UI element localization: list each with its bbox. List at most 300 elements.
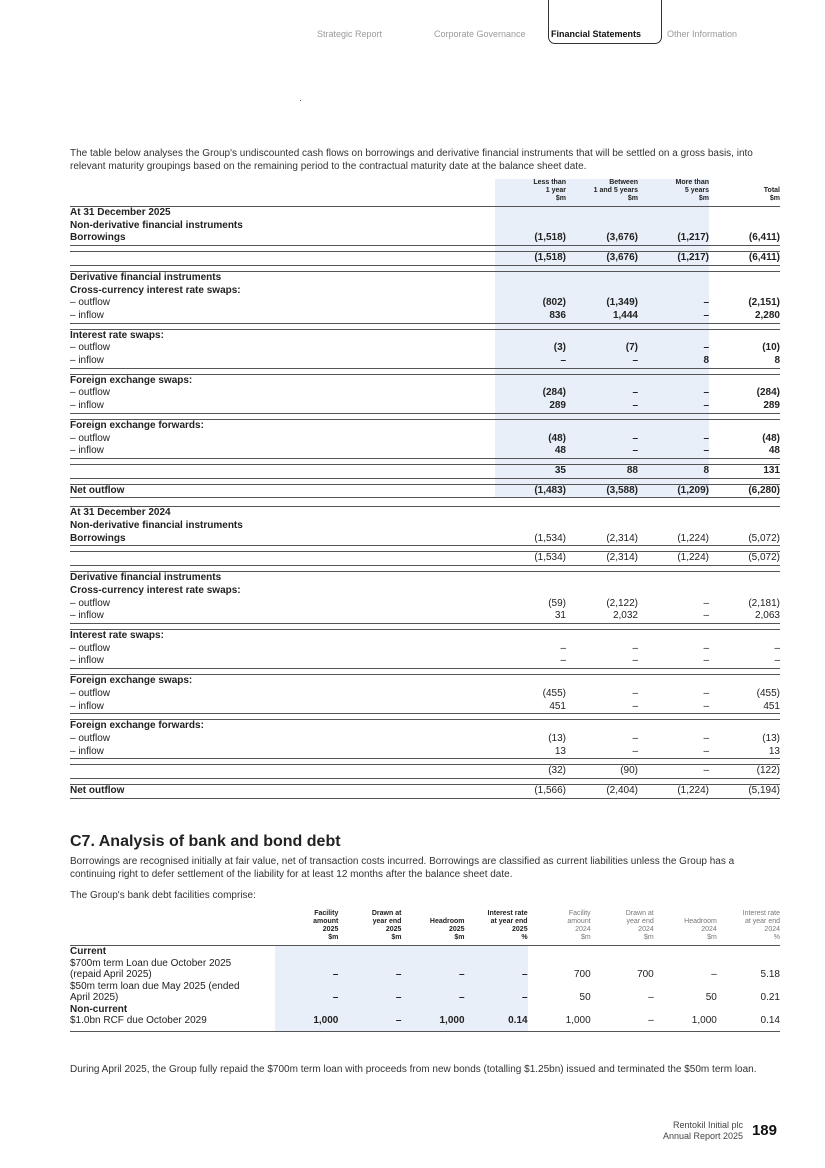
table-row (70, 329, 780, 342)
row-value: – (566, 387, 638, 400)
facility-value (465, 1004, 528, 1016)
facility-value (401, 1004, 464, 1016)
facility-value (654, 958, 717, 970)
row-value (495, 220, 566, 233)
facility-value (465, 981, 528, 993)
row-value (495, 329, 566, 342)
row-value: – (566, 355, 638, 368)
row-label: – outflow (70, 432, 111, 444)
row-value: (48) (495, 433, 566, 446)
facilities-header-cell: Interest rate at year end 2024 % (742, 910, 780, 941)
facility-value (338, 946, 401, 958)
facility-value: – (338, 969, 401, 981)
row-value: (1,209) (638, 484, 709, 498)
row-value (638, 207, 709, 220)
table-row (70, 387, 780, 400)
facility-value: 1,000 (275, 1015, 338, 1031)
row-value: – (709, 655, 780, 668)
row-value (566, 374, 638, 387)
row-value: (3) (495, 342, 566, 355)
table-row (70, 720, 780, 733)
row-value (495, 374, 566, 387)
facility-value: 0.14 (717, 1015, 780, 1031)
row-value (638, 720, 709, 733)
row-value: 451 (709, 701, 780, 714)
maturity-table (70, 179, 780, 799)
row-value: 1,444 (566, 310, 638, 323)
row-value: (5,072) (709, 533, 780, 546)
row-value (495, 207, 566, 220)
table-row (70, 746, 780, 759)
row-value: – (566, 701, 638, 714)
row-value: – (638, 655, 709, 668)
row-value: (2,314) (566, 552, 638, 566)
row-value: – (774, 642, 780, 654)
table-row (70, 585, 780, 598)
row-value: (455) (542, 687, 566, 699)
row-label: – outflow (70, 642, 111, 654)
row-value: 35 (495, 464, 566, 478)
row-label: Cross-currency interest rate swaps: (70, 284, 241, 296)
facility-value (717, 981, 780, 993)
row-value (638, 419, 709, 432)
table-row (70, 271, 780, 284)
row-label: Cross-currency interest rate swaps: (70, 584, 241, 596)
row-value (495, 419, 566, 432)
row-value: – (632, 642, 638, 654)
row-label: Borrowings (70, 533, 495, 546)
table-row (70, 688, 780, 701)
row-value (495, 572, 566, 585)
facility-value (591, 981, 654, 993)
row-value (709, 419, 780, 432)
row-value: 8 (638, 355, 709, 368)
header-between-1-and-5-years: Between 1 and 5 years $m (566, 179, 638, 207)
row-value: – (566, 433, 638, 446)
row-value: (1,518) (495, 252, 566, 266)
row-value: (1,534) (495, 533, 566, 546)
row-value (495, 271, 566, 284)
row-value (709, 675, 780, 688)
section-heading-c7: C7. Analysis of bank and bond debt (70, 833, 341, 850)
row-value: (1,483) (495, 484, 566, 498)
row-value: – (638, 610, 709, 623)
facility-value: – (401, 969, 464, 981)
row-value (495, 285, 566, 298)
row-value (638, 374, 709, 387)
facility-value (401, 946, 464, 958)
facility-label: (repaid April 2025) (70, 969, 152, 980)
footer-report: Annual Report 2025 (662, 1131, 743, 1141)
row-label: – outflow (70, 387, 111, 399)
repayment-paragraph: During April 2025, the Group fully repaid the $700m term loan with proceeds from new bonds (totalling $1.25bn) issued and terminated the $50m term loan. (70, 1064, 757, 1075)
facility-value (338, 981, 401, 993)
row-value: 2,280 (709, 310, 780, 323)
row-label: Foreign exchange swaps: (70, 374, 495, 387)
facility-value: 700 (573, 969, 591, 980)
facility-value: 1,000 (528, 1015, 591, 1031)
facility-label: April 2025) (70, 992, 119, 1003)
row-value (566, 629, 638, 642)
table-row (70, 433, 780, 446)
row-label: At 31 December 2024 (70, 507, 495, 520)
row-value: (2,314) (566, 533, 638, 546)
row-value (638, 271, 709, 284)
row-value: (3,588) (566, 484, 638, 498)
row-label (70, 552, 495, 566)
row-value: (1,349) (566, 297, 638, 310)
facility-row (70, 1015, 780, 1031)
row-value (638, 585, 709, 598)
row-label: – outflow (70, 687, 111, 699)
header-total: Total $m (763, 187, 780, 202)
row-label: – inflow (70, 400, 495, 413)
table-row (70, 419, 780, 432)
row-value: (59) (548, 597, 566, 609)
row-value (566, 572, 638, 585)
row-value: (122) (709, 765, 780, 779)
row-value (495, 720, 566, 733)
nav-other-information[interactable]: Other Information (667, 29, 738, 39)
facility-value (591, 946, 654, 958)
row-value (566, 507, 638, 520)
row-label: – outflow (70, 732, 111, 744)
row-value: – (566, 655, 638, 668)
table-row (70, 252, 780, 266)
intro-paragraph: The table below analyses the Group's undiscounted cash flows on borrowings and derivative financial instruments that will be settled on a gross basis, into relevant maturity groupings based on the remaining period to the contractual maturity date at the balance sheet date. (70, 148, 753, 172)
row-value (638, 520, 709, 533)
row-value: (48) (762, 432, 780, 444)
stray-dot (300, 100, 301, 101)
facility-value (654, 1004, 717, 1016)
row-value (566, 271, 638, 284)
row-label: – inflow (70, 610, 495, 623)
row-label: Foreign exchange swaps: (70, 675, 495, 688)
row-value: (1,566) (495, 785, 566, 799)
row-label: Non-derivative financial instruments (70, 219, 243, 231)
facility-value (591, 958, 654, 970)
row-value (638, 285, 709, 298)
row-value: 451 (495, 701, 566, 714)
row-value (709, 585, 780, 598)
facility-value (591, 1004, 654, 1016)
table-row (70, 355, 780, 368)
row-value (638, 507, 709, 520)
row-value: 88 (566, 464, 638, 478)
row-value: (13) (762, 732, 780, 744)
header-more-than-5-years: More than 5 years $m (638, 179, 709, 207)
table-row (70, 520, 780, 533)
facility-value (401, 958, 464, 970)
row-value: (1,224) (638, 552, 709, 566)
section-spacer (70, 498, 780, 507)
table-row (70, 342, 780, 355)
row-label: – outflow (70, 597, 111, 609)
row-label: Interest rate swaps: (70, 629, 495, 642)
facility-value (275, 981, 338, 993)
facility-value (654, 946, 717, 958)
row-value (566, 329, 638, 342)
row-value: (2,151) (748, 297, 780, 309)
row-value: – (638, 765, 709, 779)
row-value: – (703, 597, 709, 609)
facility-value: 1,000 (654, 1015, 717, 1031)
table-row (70, 507, 780, 520)
table-row (70, 285, 780, 298)
facility-value (338, 958, 401, 970)
row-value (638, 572, 709, 585)
row-value: (455) (756, 687, 780, 699)
facility-value (275, 946, 338, 958)
row-value (566, 585, 638, 598)
row-value: 31 (495, 610, 566, 623)
row-label: – inflow (70, 310, 495, 323)
facility-value: – (338, 1015, 401, 1031)
row-label: – inflow (70, 701, 495, 714)
row-value (495, 629, 566, 642)
row-value: – (638, 433, 709, 446)
facilities-table-body (70, 946, 780, 1032)
facility-label: $1.0bn RCF due October 2029 (70, 1015, 275, 1031)
row-value (709, 329, 780, 342)
facility-value: 1,000 (401, 1015, 464, 1031)
facility-value: 700 (637, 969, 654, 980)
row-value: – (703, 687, 709, 699)
row-value: – (632, 687, 638, 699)
row-value (638, 329, 709, 342)
row-value: – (638, 701, 709, 714)
facility-row (70, 992, 780, 1004)
table-row (70, 610, 780, 623)
row-value: (1,224) (638, 785, 709, 799)
row-value: (5,194) (709, 785, 780, 799)
table-row (70, 572, 780, 585)
row-value: 48 (709, 445, 780, 458)
facility-value: 50 (579, 992, 591, 1003)
facility-value: – (465, 969, 528, 981)
facilities-header-cell: Interest rate at year end 2025 % (487, 910, 528, 941)
table-row (70, 785, 780, 799)
row-label: – outflow (70, 342, 111, 354)
row-value: (1,217) (638, 252, 709, 266)
facility-value (717, 958, 780, 970)
row-label: Foreign exchange forwards: (70, 720, 495, 733)
row-value (566, 220, 638, 233)
row-value: (13) (548, 732, 566, 744)
row-value: (2,181) (748, 597, 780, 609)
facilities-table (70, 910, 780, 1032)
row-value: (7) (566, 342, 638, 355)
row-value (709, 220, 780, 233)
facility-value (528, 946, 591, 958)
facility-value: – (275, 992, 338, 1004)
facilities-header-cell: Drawn at year end 2024 $m (625, 910, 654, 941)
row-value: 289 (709, 400, 780, 413)
table-row (70, 765, 780, 779)
facilities-header-cell: Facility amount 2025 $m (313, 910, 339, 941)
facility-value (275, 958, 338, 970)
table-row (70, 533, 780, 546)
facility-value (338, 1004, 401, 1016)
facility-row (70, 1004, 780, 1016)
row-label: Derivative financial instruments (70, 572, 495, 585)
row-value: (1,224) (638, 533, 709, 546)
table-row (70, 629, 780, 642)
row-value: 131 (709, 464, 780, 478)
table-row (70, 733, 780, 746)
row-value (495, 520, 566, 533)
row-label: At 31 December 2025 (70, 207, 495, 220)
facilities-intro: The Group's bank debt facilities comprise: (70, 890, 256, 901)
facility-row (70, 981, 780, 993)
table-row (70, 464, 780, 478)
nav-strategic-report[interactable]: Strategic Report (317, 29, 383, 39)
row-value (709, 720, 780, 733)
row-value (566, 675, 638, 688)
facilities-header-cell: Drawn at year end 2025 $m (371, 910, 402, 941)
row-value: – (638, 387, 709, 400)
row-value: 8 (638, 464, 709, 478)
row-label: – inflow (70, 655, 495, 668)
row-value (566, 419, 638, 432)
row-value: – (495, 655, 566, 668)
facility-value (528, 1004, 591, 1016)
table-row (70, 220, 780, 233)
row-value: 2,032 (566, 610, 638, 623)
table-row (70, 655, 780, 668)
row-value (638, 675, 709, 688)
table-row (70, 374, 780, 387)
table-row (70, 207, 780, 220)
facility-value: 0.14 (465, 1015, 528, 1031)
row-value: – (566, 400, 638, 413)
row-value: – (566, 445, 638, 458)
row-label: – outflow (70, 297, 111, 309)
row-value (709, 374, 780, 387)
row-value: (6,411) (709, 252, 780, 266)
row-label (70, 252, 495, 266)
table-row (70, 232, 780, 245)
row-value: 2,063 (709, 610, 780, 623)
facility-value: 5.18 (760, 969, 780, 980)
facilities-header-cell: Headroom 2025 $m (429, 918, 465, 941)
row-value (638, 629, 709, 642)
row-value (495, 675, 566, 688)
table-row (70, 701, 780, 714)
nav-corporate-governance[interactable]: Corporate Governance (434, 29, 526, 39)
row-value: 836 (495, 310, 566, 323)
row-label: – inflow (70, 445, 495, 458)
row-value: (2,404) (566, 785, 638, 799)
maturity-table-body (70, 207, 780, 799)
facilities-header-cell: Facility amount 2024 $m (567, 910, 591, 941)
row-value: (10) (762, 342, 780, 354)
row-value (566, 520, 638, 533)
facility-value: – (275, 969, 338, 981)
row-value: 13 (709, 746, 780, 759)
row-value: – (703, 642, 709, 654)
facility-value: – (711, 969, 717, 980)
row-value: (1,534) (495, 552, 566, 566)
borrowings-paragraph: Borrowings are recognised initially at fair value, net of transaction costs incurred. Borrowings are classified as current liabilities unless the Group has a continuing right to defer settlement of the liability for at least 12 months after the balance sheet date. (70, 856, 735, 880)
facility-value (275, 1004, 338, 1016)
row-value: (32) (495, 765, 566, 779)
row-label: Foreign exchange forwards: (70, 419, 495, 432)
row-label (70, 464, 495, 478)
row-value: – (638, 310, 709, 323)
row-value (495, 585, 566, 598)
facility-value: – (338, 992, 401, 1004)
row-value (566, 207, 638, 220)
row-value: (5,072) (709, 552, 780, 566)
facility-value (465, 946, 528, 958)
footer-company: Rentokil Initial plc (672, 1120, 743, 1130)
row-value: – (638, 342, 709, 355)
row-value (566, 720, 638, 733)
row-value: (802) (495, 297, 566, 310)
row-value: – (566, 746, 638, 759)
facility-value: 0.21 (760, 992, 780, 1003)
facility-value (654, 981, 717, 993)
row-value: – (638, 400, 709, 413)
header-less-than-1-year: Less than 1 year $m (495, 179, 566, 207)
table-row (70, 643, 780, 656)
nav-financial-statements[interactable]: Financial Statements (551, 29, 642, 39)
row-label (70, 765, 495, 779)
top-navigation (0, 0, 825, 46)
facility-row (70, 958, 780, 970)
facility-value: – (591, 1015, 654, 1031)
row-value: – (703, 732, 709, 744)
facility-label: Non-current (70, 1003, 128, 1015)
facility-value (528, 981, 591, 993)
row-label: Borrowings (70, 232, 495, 245)
row-value (709, 520, 780, 533)
row-value: 8 (709, 355, 780, 368)
row-value: – (495, 355, 566, 368)
facility-value: – (401, 992, 464, 1004)
row-value: (6,411) (709, 232, 780, 245)
table-row (70, 552, 780, 566)
row-value: – (638, 746, 709, 759)
row-value: (3,676) (566, 232, 638, 245)
row-label: – inflow (70, 355, 495, 368)
facility-label: Current (70, 946, 275, 958)
row-value (709, 285, 780, 298)
table-row (70, 598, 780, 611)
row-label: Derivative financial instruments (70, 271, 495, 284)
table-row (70, 310, 780, 323)
row-value: 289 (495, 400, 566, 413)
row-value: (1,217) (638, 232, 709, 245)
row-value (495, 507, 566, 520)
row-value: (1,518) (495, 232, 566, 245)
row-value: (284) (495, 387, 566, 400)
row-label: – inflow (70, 746, 495, 759)
facilities-header-row (70, 910, 780, 946)
row-value: – (638, 445, 709, 458)
row-value: 48 (495, 445, 566, 458)
facilities-header-cell: Headroom 2024 $m (684, 918, 717, 941)
facility-value (401, 981, 464, 993)
facility-row (70, 946, 780, 958)
row-value (566, 285, 638, 298)
row-value (709, 629, 780, 642)
row-value: 13 (495, 746, 566, 759)
row-label: Non-derivative financial instruments (70, 520, 243, 532)
row-label: Interest rate swaps: (70, 329, 495, 342)
facility-value: 50 (705, 992, 717, 1003)
